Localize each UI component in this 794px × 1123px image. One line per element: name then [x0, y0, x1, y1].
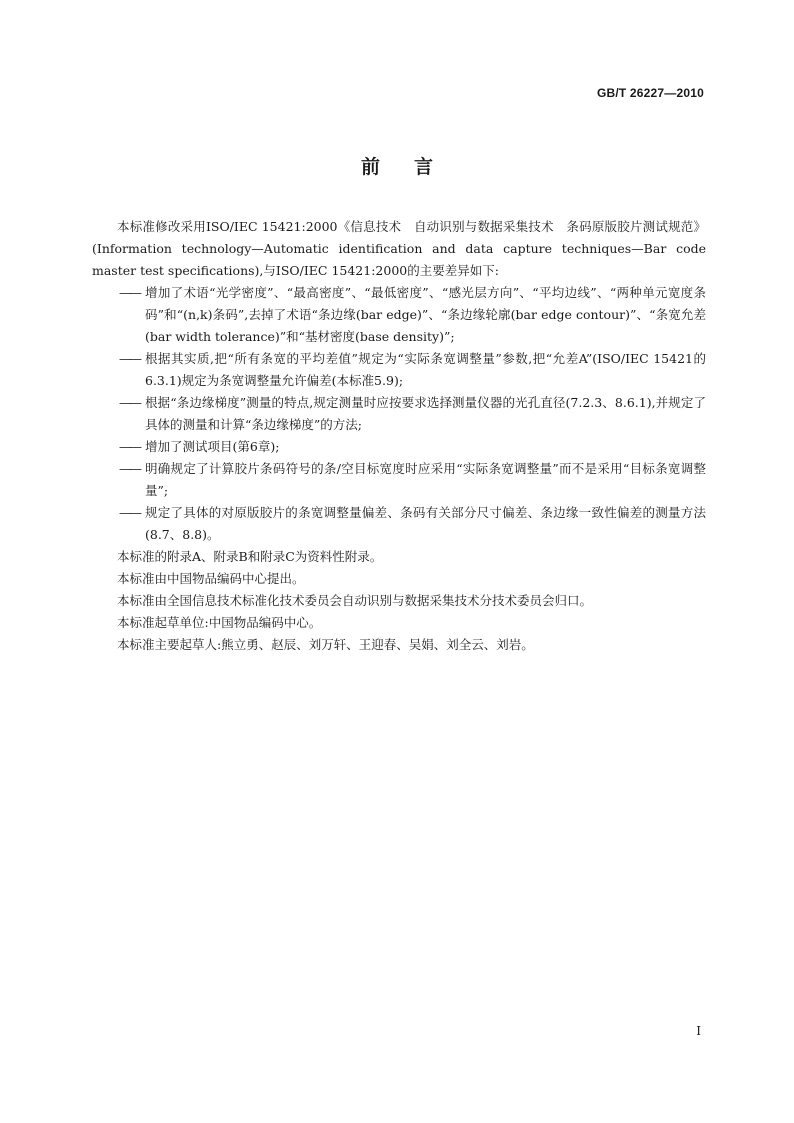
difference-item-text: 增加了测试项目(第6章); [145, 439, 280, 454]
item-dash: —— [119, 439, 140, 454]
page-title [0, 152, 794, 179]
page-number: I [696, 1024, 701, 1038]
intro-paragraph: 本标准修改采用ISO/IEC 15421:2000《信息技术 自动识别与数据采集技术 条码原版胶片测试规范》(Information technology—Automatic identification and data capture techniques—Bar code master test specifications),与ISO/IEC 15421:2000的主要差异如下: [92, 219, 706, 278]
difference-item-text: 增加了术语“光学密度”、“最高密度”、“最低密度”、“感光层方向”、“平均边线”、“两种单元宽度条码”和“(n,k)条码”,去掉了术语“条边缘(bar edge)”、“条边缘轮廓(bar edge contour)”、“条宽允差(bar width tolerance)”和“基材密度(base density)”; [145, 285, 706, 344]
item-dash: —— [119, 395, 140, 410]
difference-item-3 [92, 392, 706, 436]
proposer-statement: 本标准由中国物品编码中心提出。 [117, 571, 305, 586]
difference-item-text: 根据“条边缘梯度”测量的特点,规定测量时应按要求选择测量仪器的光孔直径(7.2.3、8.6.1),并规定了具体的测量和计算“条边缘梯度”的方法; [145, 395, 706, 432]
drafting-unit-statement: 本标准起草单位:中国物品编码中心。 [117, 615, 322, 630]
title-char-1: 前 [360, 156, 380, 178]
difference-item-text: 根据其实质,把“所有条宽的平均差值”规定为“实际条宽调整量”参数,把“允差A”(ISO/IEC 15421的6.3.1)规定为条宽调整量允许偏差(本标准5.9); [145, 351, 706, 388]
difference-item-4 [92, 436, 706, 458]
difference-item-1 [92, 282, 706, 348]
standard-code: GB/T 26227—2010 [596, 86, 704, 100]
item-dash: —— [119, 505, 140, 520]
difference-item-5 [92, 458, 706, 502]
difference-item-2 [92, 348, 706, 392]
title-char-2: 言 [414, 156, 434, 178]
committee-statement: 本标准由全国信息技术标准化技术委员会自动识别与数据采集技术分技术委员会归口。 [117, 593, 593, 608]
difference-item-text: 明确规定了计算胶片条码符号的条/空目标宽度时应采用“实际条宽调整量”而不是采用“目标条宽调整量”; [145, 461, 706, 498]
difference-item-text: 规定了具体的对原版胶片的条宽调整量偏差、条码有关部分尺寸偏差、条边缘一致性偏差的测量方法(8.7、8.8)。 [145, 505, 706, 542]
difference-item-6 [92, 502, 706, 546]
drafters-statement: 本标准主要起草人:熊立勇、赵辰、刘万轩、王迎春、吴娟、刘全云、刘岩。 [117, 637, 534, 652]
foreword-body [92, 216, 706, 656]
item-dash: —— [119, 351, 140, 366]
annex-statement: 本标准的附录A、附录B和附录C为资料性附录。 [117, 549, 383, 564]
item-dash: —— [119, 285, 140, 300]
item-dash: —— [119, 461, 140, 476]
